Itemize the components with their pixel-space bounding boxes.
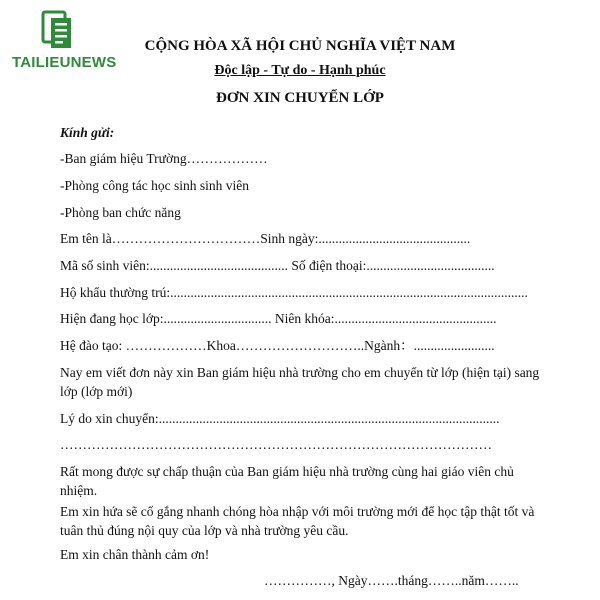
recipient-functional-dept: -Phòng ban chức năng [60,205,181,220]
country-heading: CỘNG HÒA XÃ HỘI CHỦ NGHĨA VIỆT NAM [144,38,456,54]
field-name-birthdate: Em tên là……………………………Sinh ngày:............................................. [60,231,471,246]
field-student-id-phone: Mã số sinh viên:......................................... Số điện thoại:...................................... [60,258,495,273]
field-reason-continued: …………………………………………………………………………………… [60,437,492,452]
motto-heading: Độc lập - Tự do - Hạnh phúc [214,63,386,78]
thanks-line: Em xin chân thành cảm ơn! [60,547,210,562]
logo-text: TAILIEUNEWS [12,54,117,71]
field-program-faculty-major: Hệ đào tạo: ………………Khoa………………………..Ngành：........................ [60,338,495,353]
date-line: ……………, Ngày…….tháng……..năm…….. [264,573,519,588]
hope-paragraph: Rất mong được sự chấp thuận của Ban giám hiệu nhà trường cùng hai giáo viên chủ nhiệm. [60,464,514,498]
salutation: Kính gửi: [60,125,115,140]
document-title: ĐƠN XIN CHUYỂN LỚP [216,90,384,106]
recipient-student-affairs: -Phòng công tác học sinh sinh viên [60,178,249,193]
request-paragraph: Nay em viết đơn này xin Ban giám hiệu nhà trường cho em chuyển từ lớp (hiện tại) sang lớp (lớp mới) [60,365,540,399]
promise-paragraph: Em xin hứa sẽ cố gắng nhanh chóng hòa nhập với môi trường mới để học tập thật tốt và tuân thủ đúng nội quy của lớp và nhà trường yêu cầu. [60,504,535,538]
recipient-school-board: -Ban giám hiệu Trường……………… [60,151,268,166]
field-permanent-residence: Hộ khẩu thường trú:.......................................................................................................... [60,285,528,300]
field-class-academic-year: Hiện đang học lớp:................................ Niên khóa:................................................ [60,311,497,326]
field-reason: Lý do xin chuyển:..................................................................................................... [60,411,500,426]
